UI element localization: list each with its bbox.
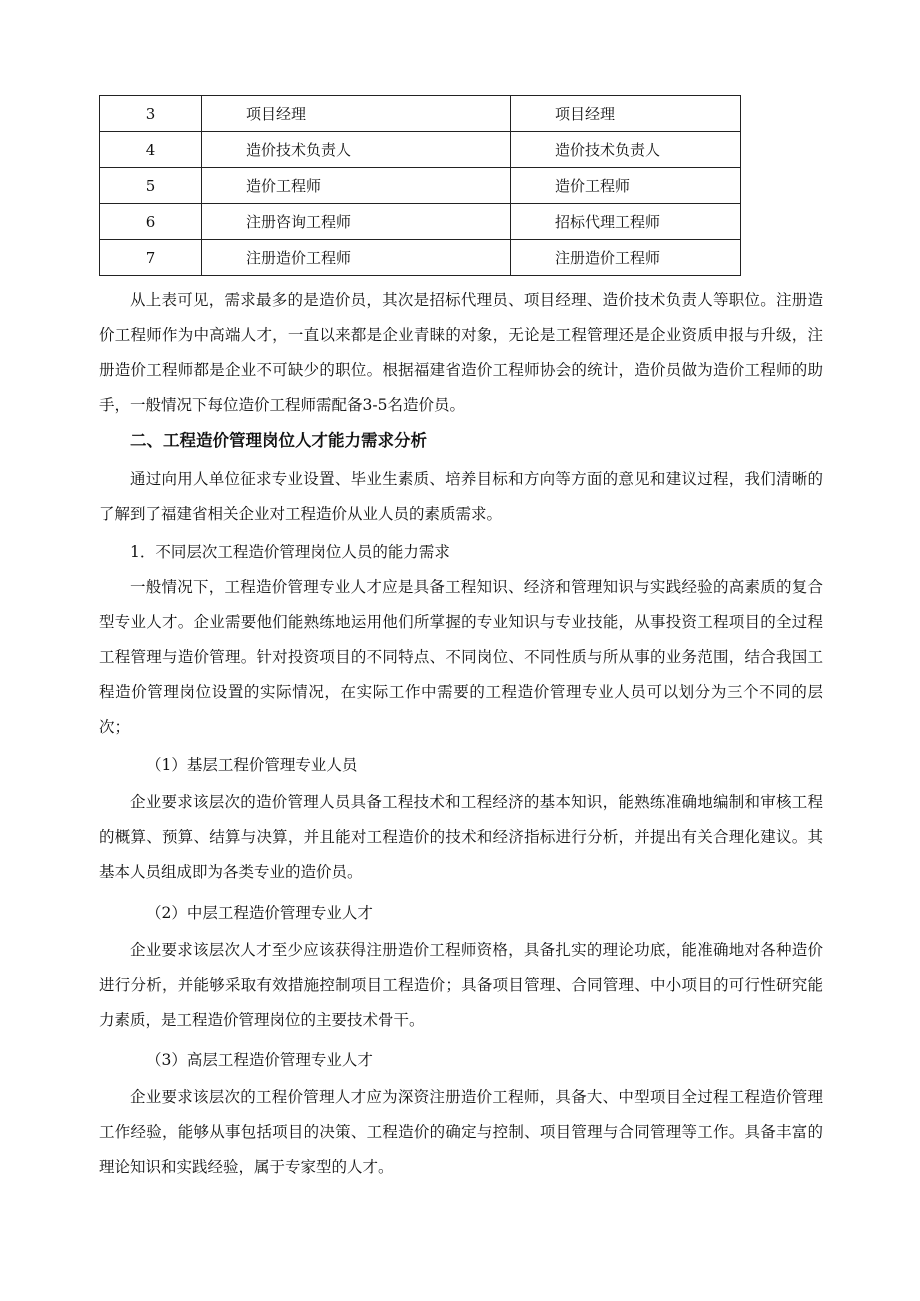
level2-paragraph: 企业要求该层次人才至少应该获得注册造价工程师资格，具备扎实的理论功底，能准确地对各种造价进行分析，并能够采取有效措施控制项目工程造价；具备项目管理、合同管理、中小项目的可行性研究能力素质，是工程造价管理岗位的主要技术骨干。 bbox=[99, 941, 823, 1029]
paragraph-intro: 通过向用人单位征求专业设置、毕业生素质、培养目标和方向等方面的意见和建议过程，我们清晰的了解到了福建省相关企业对工程造价从业人员的素质需求。 bbox=[99, 470, 823, 523]
table-cell-b: 注册造价工程师 bbox=[511, 240, 741, 276]
table-cell-a: 造价工程师 bbox=[202, 168, 511, 204]
table-cell-num: 6 bbox=[100, 204, 202, 240]
table-cell-a: 项目经理 bbox=[202, 96, 511, 132]
table-row bbox=[100, 132, 741, 168]
level1-paragraph: 企业要求该层次的造价管理人员具备工程技术和工程经济的基本知识，能熟练准确地编制和审核工程的概算、预算、结算与决算，并且能对工程造价的技术和经济指标进行分析，并提出有关合理化建议。其基本人员组成即为各类专业的造价员。 bbox=[99, 793, 823, 881]
table-cell-a: 注册造价工程师 bbox=[202, 240, 511, 276]
level1-heading: （1）基层工程价管理专业人员 bbox=[146, 756, 358, 774]
section-heading: 二、工程造价管理岗位人才能力需求分析 bbox=[130, 431, 427, 450]
table-cell-num: 7 bbox=[100, 240, 202, 276]
table-cell-b: 招标代理工程师 bbox=[511, 204, 741, 240]
table-cell-b: 造价工程师 bbox=[511, 168, 741, 204]
table-row bbox=[100, 240, 741, 276]
paragraph-table-summary: 从上表可见，需求最多的是造价员，其次是招标代理员、项目经理、造价技术负责人等职位。注册造价工程师作为中高端人才，一直以来都是企业青睐的对象，无论是工程管理还是企业资质申报与升级，注册造价工程师都是企业不可缺少的职位。根据福建省造价工程师协会的统计，造价员做为造价工程师的助手，一般情况下每位造价工程师需配备3-5名造价员。 bbox=[99, 291, 823, 414]
table-cell-num: 4 bbox=[100, 132, 202, 168]
table-cell-a: 造价技术负责人 bbox=[202, 132, 511, 168]
table-cell-b: 造价技术负责人 bbox=[511, 132, 741, 168]
table-cell-num: 3 bbox=[100, 96, 202, 132]
table-row bbox=[100, 168, 741, 204]
table-cell-a: 注册咨询工程师 bbox=[202, 204, 511, 240]
table-cell-b: 项目经理 bbox=[511, 96, 741, 132]
level3-heading: （3）高层工程造价管理专业人才 bbox=[146, 1051, 373, 1069]
position-table bbox=[99, 95, 741, 276]
level2-heading: （2）中层工程造价管理专业人才 bbox=[146, 904, 373, 922]
table-row bbox=[100, 96, 741, 132]
subsection-heading: 1．不同层次工程造价管理岗位人员的能力需求 bbox=[130, 543, 450, 561]
table-row bbox=[100, 204, 741, 240]
paragraph-overview: 一般情况下，工程造价管理专业人才应是具备工程知识、经济和管理知识与实践经验的高素质的复合型专业人才。企业需要他们能熟练地运用他们所掌握的专业知识与专业技能，从事投资工程项目的全过程工程管理与造价管理。针对投资项目的不同特点、不同岗位、不同性质与所从事的业务范围，结合我国工程造价管理岗位设置的实际情况，在实际工作中需要的工程造价管理专业人员可以划分为三个不同的层次； bbox=[99, 578, 823, 736]
table-cell-num: 5 bbox=[100, 168, 202, 204]
level3-paragraph: 企业要求该层次的工程价管理人才应为深资注册造价工程师，具备大、中型项目全过程工程造价管理工作经验，能够从事包括项目的决策、工程造价的确定与控制、项目管理与合同管理等工作。具备丰富的理论知识和实践经验，属于专家型的人才。 bbox=[99, 1088, 823, 1176]
